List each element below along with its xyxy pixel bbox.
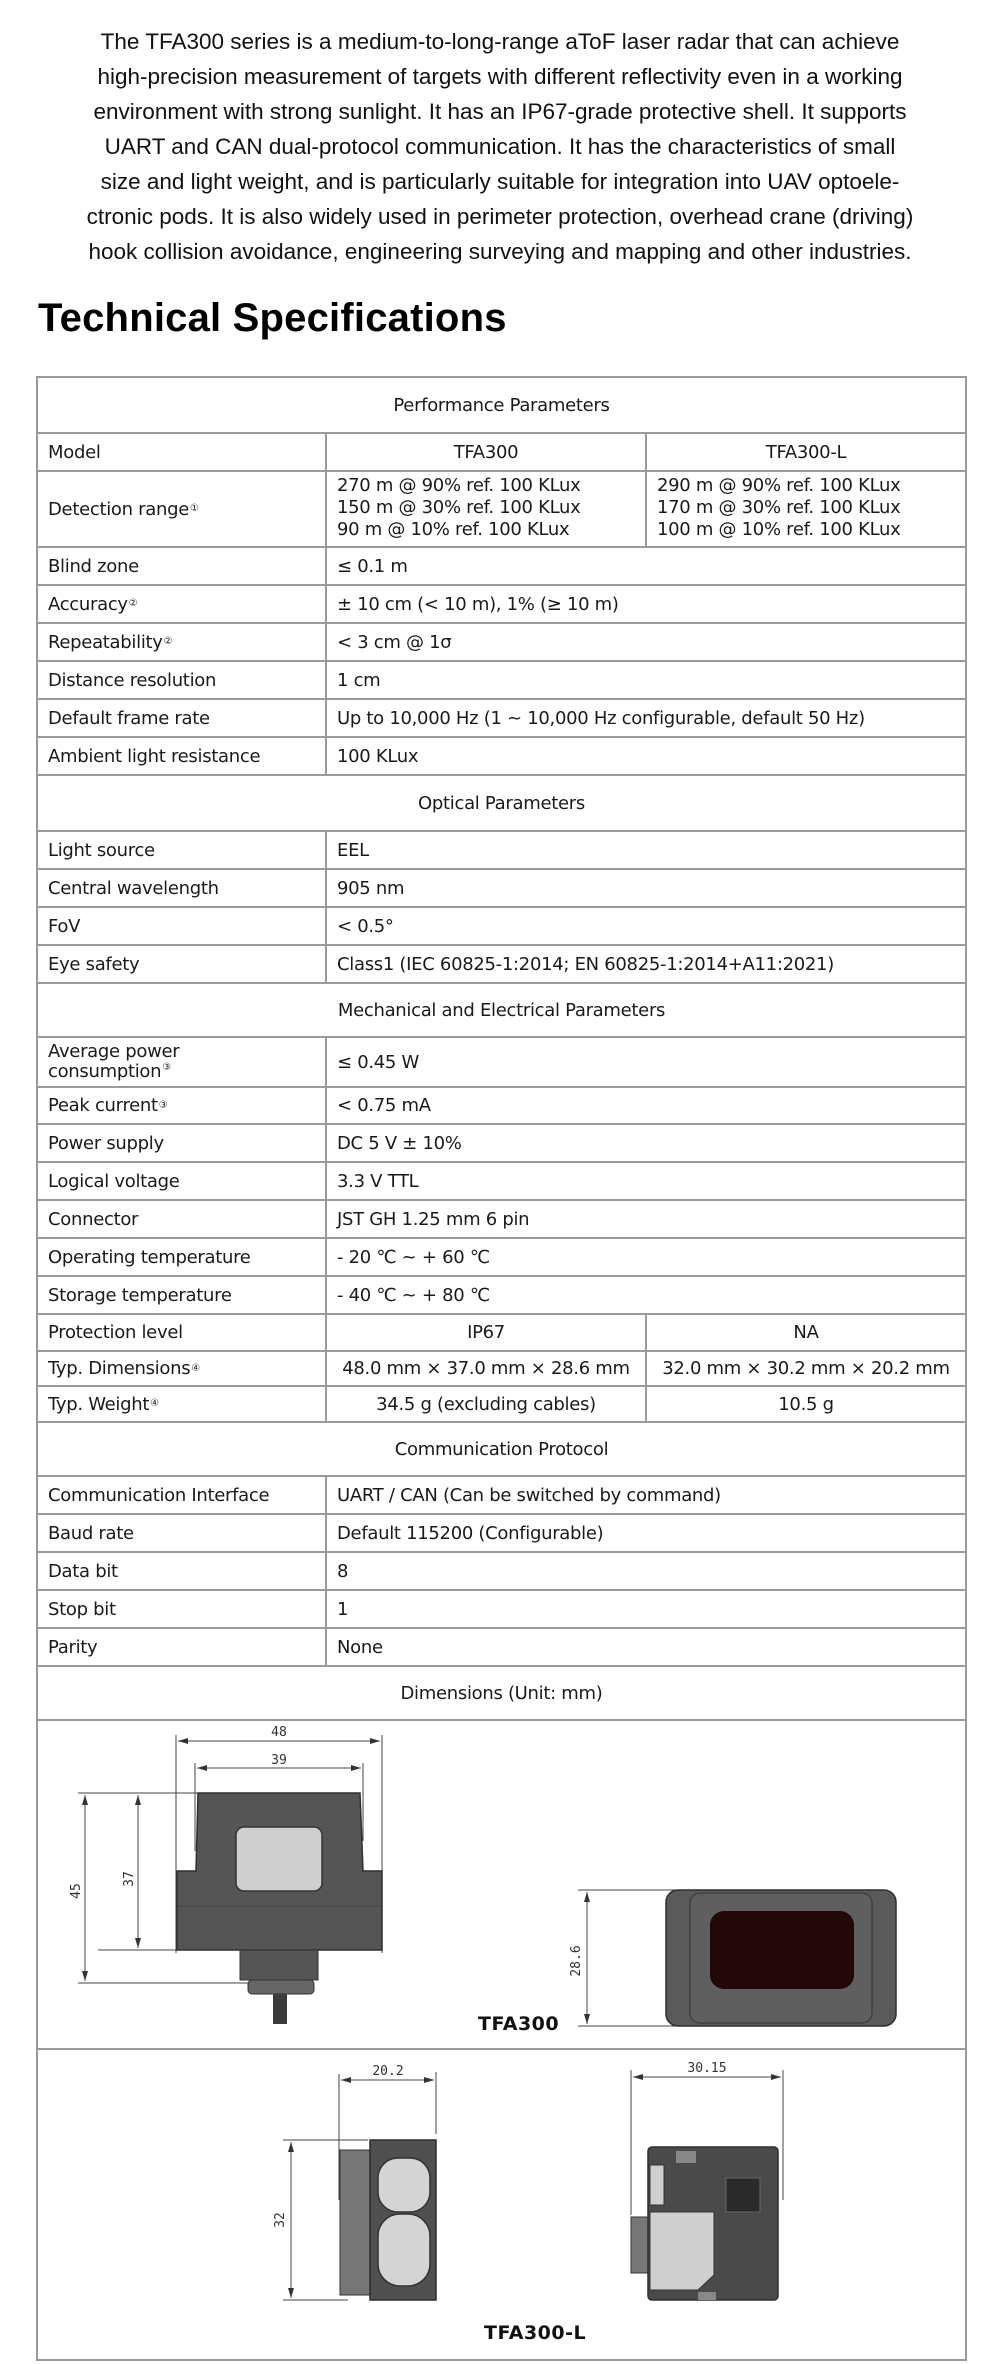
table-row-split	[38, 1352, 965, 1387]
tfa300-dimension-drawing	[38, 1721, 965, 2048]
row-value: Default 115200 (Configurable)	[337, 1522, 604, 1544]
row-label: Storage temperature	[38, 1277, 327, 1313]
svg-text:28.6: 28.6	[569, 1945, 584, 1977]
tfa300l-dimension-drawing	[38, 2050, 965, 2359]
row-label: Baud rate	[38, 1515, 327, 1551]
intro-line: environment with strong sunlight. It has an IP67-grade protective shell. It supports	[93, 99, 907, 124]
svg-text:37: 37	[122, 1871, 137, 1887]
table-row	[38, 1553, 965, 1591]
row-value: 1 cm	[337, 669, 381, 691]
tfa300l-back-view	[631, 2061, 783, 2300]
section-header-communication	[38, 1423, 965, 1477]
table-row	[38, 1629, 965, 1667]
table-row	[38, 1088, 965, 1125]
intro-line: size and light weight, and is particularly suitable for integration into UAV optoele-	[100, 169, 900, 194]
row-value: ≤ 0.45 W	[337, 1051, 420, 1073]
row-value: ± 10 cm (< 10 m), 1% (≥ 10 m)	[337, 593, 619, 615]
table-row	[38, 1477, 965, 1515]
intro-line: high-precision measurement of targets with different reflectivity even in a working	[97, 64, 903, 89]
value-tfa300: 34.5 g (excluding cables)	[327, 1387, 647, 1421]
detection-tfa300l: 290 m @ 90% ref. 100 KLux 170 m @ 30% ref. 100 KLux 100 m @ 10% ref. 100 KLux	[657, 475, 901, 540]
row-value: < 0.5°	[337, 915, 394, 937]
tfa300-side-view	[569, 1890, 896, 2026]
table-row-model	[38, 434, 965, 472]
row-label: Communication Interface	[38, 1477, 327, 1513]
value-tfa300l: 32.0 mm × 30.2 mm × 20.2 mm	[662, 1358, 950, 1379]
intro-line: hook collision avoidance, engineering surveying and mapping and other industries.	[88, 239, 912, 264]
table-row	[38, 700, 965, 738]
table-row	[38, 832, 965, 870]
table-row	[38, 548, 965, 586]
row-value: - 20 ℃ ~ + 60 ℃	[337, 1246, 490, 1268]
model-tfa300l: TFA300-L	[765, 441, 847, 463]
table-row	[38, 662, 965, 700]
row-label: Central wavelength	[38, 870, 327, 906]
row-value: - 40 ℃ ~ + 80 ℃	[337, 1284, 490, 1306]
row-label: Typ. Weight ④	[38, 1387, 327, 1421]
footnote-marker: ③	[162, 1062, 171, 1073]
row-label: Repeatability ②	[38, 624, 327, 660]
row-value: 905 nm	[337, 877, 405, 899]
row-value: EEL	[337, 839, 369, 861]
row-label: Peak current ③	[38, 1088, 327, 1123]
table-row	[38, 1591, 965, 1629]
table-row	[38, 1239, 965, 1277]
row-value: None	[337, 1636, 383, 1658]
section-header-optical	[38, 776, 965, 832]
caption-tfa300l: TFA300-L	[484, 2322, 587, 2344]
table-row	[38, 870, 965, 908]
row-label: Operating temperature	[38, 1239, 327, 1275]
row-label: Model	[38, 434, 327, 470]
svg-text:39: 39	[271, 1753, 287, 1768]
table-row	[38, 624, 965, 662]
tfa300-front-view	[69, 1725, 382, 2024]
row-value: 3.3 V TTL	[337, 1170, 419, 1192]
intro-line: ctronic pods. It is also widely used in perimeter protection, overhead crane (driving)	[86, 204, 914, 229]
table-row	[38, 738, 965, 776]
spec-table	[36, 376, 967, 2361]
table-row-split	[38, 1315, 965, 1352]
row-value: Up to 10,000 Hz (1 ~ 10,000 Hz configurable, default 50 Hz)	[337, 707, 865, 729]
table-row	[38, 946, 965, 984]
section-header-dimensions	[38, 1667, 965, 1721]
svg-text:32: 32	[273, 2212, 288, 2228]
intro-line: UART and CAN dual-protocol communication. It has the characteristics of small	[104, 134, 896, 159]
svg-text:48: 48	[271, 1725, 287, 1740]
table-row	[38, 1277, 965, 1315]
svg-text:30.15: 30.15	[687, 2061, 727, 2076]
section-title: Communication Protocol	[394, 1438, 609, 1460]
section-header-performance	[38, 378, 965, 434]
row-label: Light source	[38, 832, 327, 868]
row-label: Stop bit	[38, 1591, 327, 1627]
value-tfa300: 48.0 mm × 37.0 mm × 28.6 mm	[327, 1352, 647, 1385]
row-value: UART / CAN (Can be switched by command)	[337, 1484, 721, 1506]
drawing-tfa300l	[38, 2050, 965, 2361]
row-label: Accuracy ②	[38, 586, 327, 622]
table-row	[38, 908, 965, 946]
table-row	[38, 1125, 965, 1163]
row-label: FoV	[38, 908, 327, 944]
row-label: Protection level	[38, 1315, 327, 1350]
svg-text:45: 45	[69, 1883, 84, 1899]
model-tfa300: TFA300	[327, 434, 647, 470]
row-value: 100 KLux	[337, 745, 419, 767]
section-title: Performance Parameters	[393, 394, 610, 416]
row-label: Ambient light resistance	[38, 738, 327, 774]
table-row	[38, 1201, 965, 1239]
intro-line: The TFA300 series is a medium-to-long-range aToF laser radar that can achieve	[100, 29, 900, 54]
table-row	[38, 586, 965, 624]
row-label: Power supply	[38, 1125, 327, 1161]
row-value: 8	[337, 1560, 349, 1582]
row-label: Logical voltage	[38, 1163, 327, 1199]
row-value: ≤ 0.1 m	[337, 555, 408, 577]
row-label: Connector	[38, 1201, 327, 1237]
value-tfa300: IP67	[327, 1315, 647, 1350]
row-label: Eye safety	[38, 946, 327, 982]
row-label: Blind zone	[38, 548, 327, 584]
table-row	[38, 1515, 965, 1553]
row-value: < 0.75 mA	[337, 1095, 431, 1116]
row-value: DC 5 V ± 10%	[337, 1132, 462, 1154]
row-value: Class1 (IEC 60825-1:2014; EN 60825-1:2014+A11:2021)	[337, 953, 834, 975]
row-value: JST GH 1.25 mm 6 pin	[337, 1208, 530, 1230]
section-title: Dimensions (Unit: mm)	[400, 1682, 603, 1704]
intro-paragraph	[40, 24, 960, 269]
section-title: Optical Parameters	[418, 792, 585, 814]
caption-tfa300: TFA300	[478, 2013, 560, 2035]
section-header-mechanical	[38, 984, 965, 1038]
table-row-power	[38, 1038, 965, 1088]
table-row	[38, 1163, 965, 1201]
row-value: 1	[337, 1598, 349, 1620]
row-label: Detection range ①	[38, 472, 327, 546]
detection-tfa300: 270 m @ 90% ref. 100 KLux 150 m @ 30% ref. 100 KLux 90 m @ 10% ref. 100 KLux	[327, 472, 647, 546]
table-row-detection-range	[38, 472, 965, 548]
value-tfa300l: 10.5 g	[778, 1393, 834, 1415]
row-label: Data bit	[38, 1553, 327, 1589]
row-label: Distance resolution	[38, 662, 327, 698]
row-label: Average power consumption③	[38, 1038, 327, 1086]
svg-text:20.2: 20.2	[372, 2064, 404, 2079]
page-title: Technical Specifications	[38, 296, 507, 340]
row-value: < 3 cm @ 1σ	[337, 631, 452, 653]
value-tfa300l: NA	[793, 1322, 819, 1343]
tfa300l-side-view	[273, 2064, 436, 2300]
drawing-tfa300	[38, 1721, 965, 2050]
row-label: Parity	[38, 1629, 327, 1665]
row-label: Typ. Dimensions ④	[38, 1352, 327, 1385]
section-title: Mechanical and Electrical Parameters	[337, 999, 666, 1021]
table-row-split	[38, 1387, 965, 1423]
row-label: Default frame rate	[38, 700, 327, 736]
